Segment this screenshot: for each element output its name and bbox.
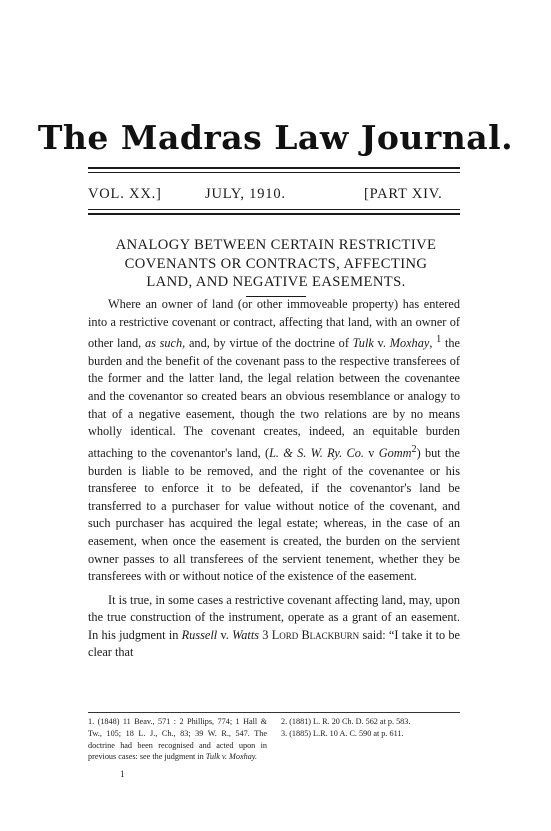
case-name: Tulk [352,336,374,351]
article-title [50,236,502,292]
issue-date: JULY, 1910. [205,186,286,202]
footnote-2: 2. (1881) L. R. 20 Ch. D. 562 at p. 583. [281,717,411,726]
paragraph-2: It is true, in some cases a restrictive covenant affecting land, may, upon the true construction of the instrument, operate as a grant of an easement. In his judgment in Russell v. Watts 3 Lord Blackburn said: “I take it to be clear that [88,592,461,660]
masthead-rule-thick-top [88,167,460,169]
page-folio: 1 [120,769,125,779]
footnote-1: 1. (1848) 11 Beav., 571 : 2 Phillips, 774; 1 Hall & Tw., 105; 18 L. J., Ch., 83; 39 W. R., 547. The doctrine had been recognised and acted upon in previous cases: see the judgment in Tulk v. Moxhay. [88,717,267,762]
journal-masthead: The Madras Law Journal. [37,118,514,157]
issue-part: [PART XIV. [364,186,443,202]
case-name: Watts [232,627,260,642]
footnote-3: 3. (1885) L.R. 10 A. C. 590 at p. 611. [281,728,404,738]
article-title-line: ANALOGY BETWEEN CERTAIN RESTRICTIVE [115,237,437,253]
article-body [88,296,460,662]
case-name: Russell [181,627,218,642]
case-name: L. & S. W. Ry. Co. [269,445,364,460]
issue-rule-thick-bottom [88,213,460,215]
footnote-ref: 2 [411,443,417,455]
case-name: Gomm [378,445,412,460]
case-name: Tulk v. Moxhay. [205,752,258,762]
masthead-rule-thin-top [88,172,460,173]
footnotes [88,716,460,763]
footnote-rule [88,712,460,713]
issue-rule-thin-bottom [88,209,460,210]
case-name: Moxhay [389,336,430,351]
paragraph-1: Where an owner of land (or other immoveable property) has entered into a restrictive covenant or contract, affecting that land, with an owner of other land, as such, and, by virtue of the doctrine of Tulk v. Moxhay, $^1$ the burden and the benefit of the covenant pass to the respective transferees of the former and the latter land, the legal relation between the covenantee and the covenantor so created bears an obvious resemblance or analogy to that of a negative easement, though the two relations are by no means wholly identical. The covenant creates, indeed, an equitable burden attaching to the covenantor's land, (L. & S. W. Ry. Co. v Gomm$^2$) but the burden is liable to be removed, and the right of the covenantee or his transferee to enforce it to be defeated, if the covenantor's land be transferred to a purchaser for value without notice of the covenant, and such purchaser has acquired the legal estate; whereas, in the case of an easement, when once the easement is created, the burden on the servient owner passes to all transferees of the servient tenement, whether they be transferees with or without notice of the existence of the easement. [88,297,461,584]
article-title-line: LAND, AND NEGATIVE EASEMENTS. [146,274,406,291]
footnote-ref: 1 [436,334,442,346]
article-title-line: COVENANTS OR CONTRACTS, AFFECTING [124,255,428,272]
italic-phrase: as such [144,336,183,351]
issue-volume: VOL. XX.] [88,186,162,202]
judge-name: Lord Blackburn [271,627,360,642]
